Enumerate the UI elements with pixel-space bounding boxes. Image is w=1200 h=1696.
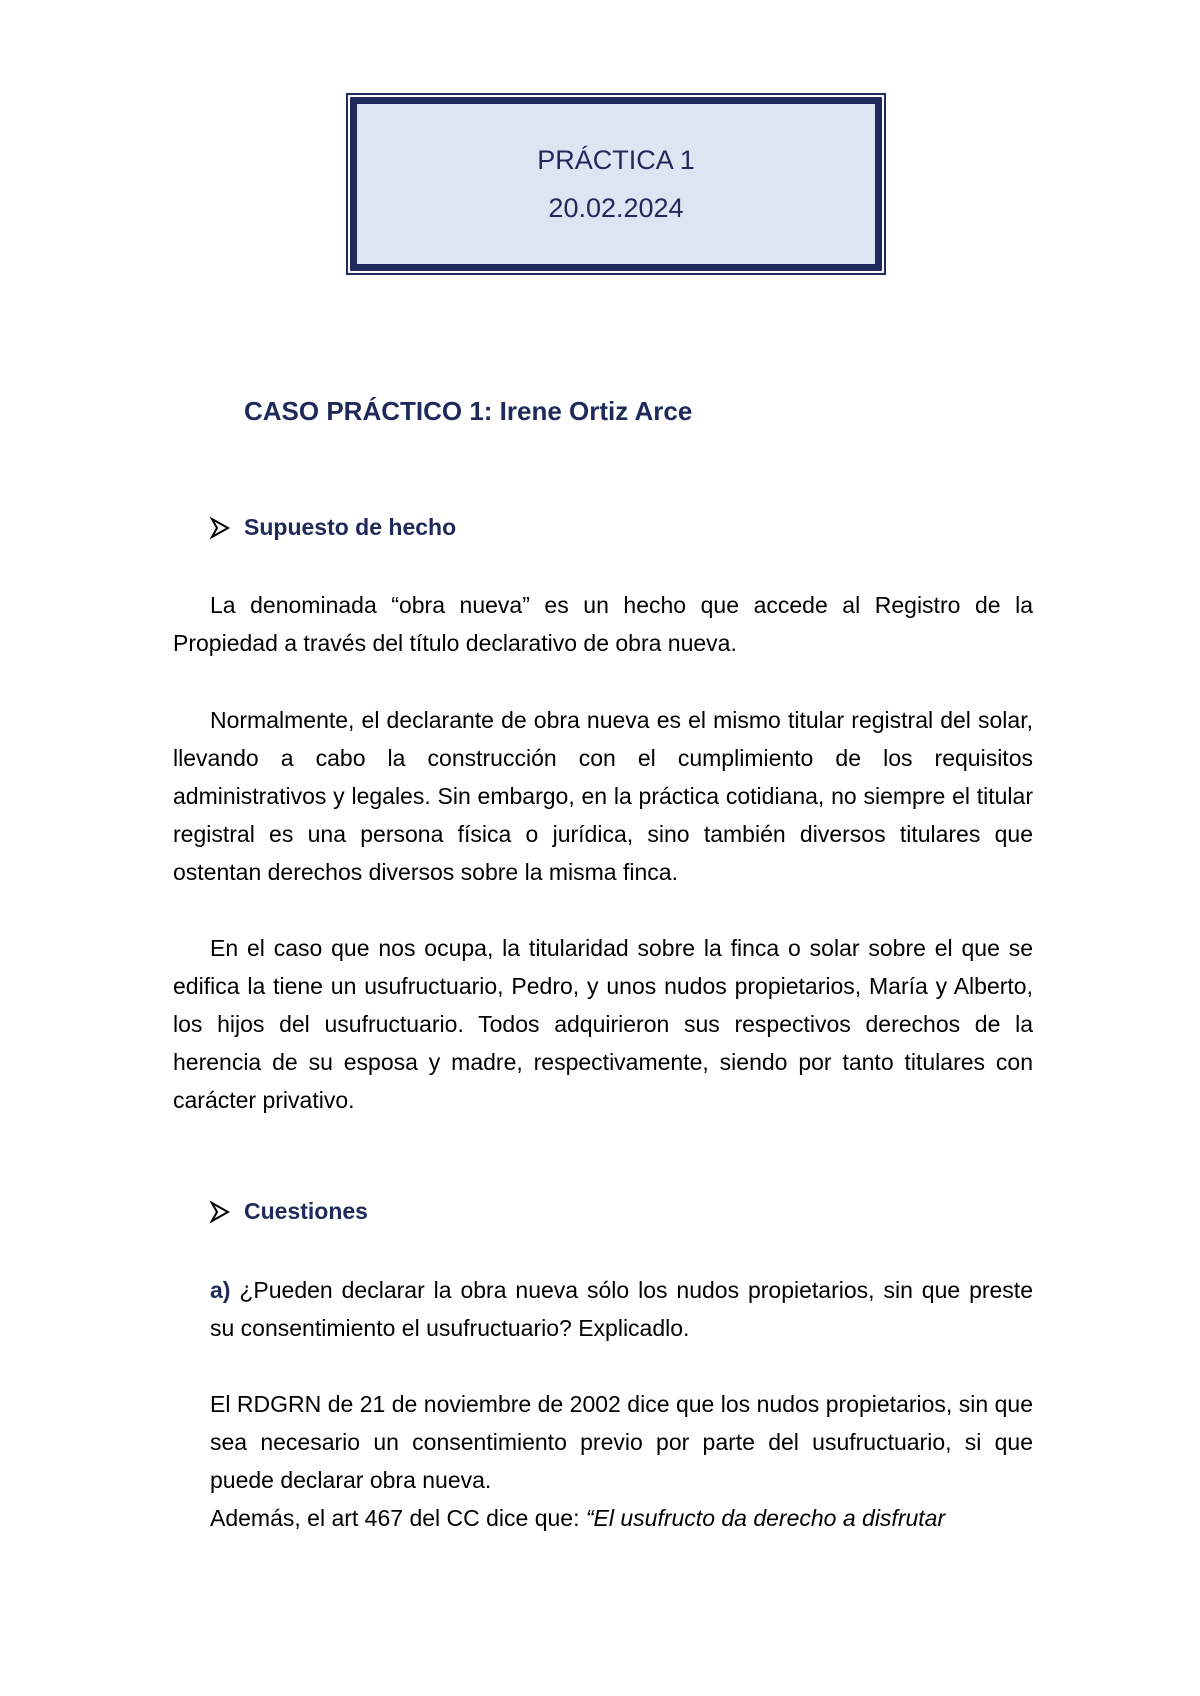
answer-paragraph-1: El RDGRN de 21 de noviembre de 2002 dice que los nudos propietarios, sin que sea necesario un consentimiento previo por parte del usufructuario, si que puede declarar obra nueva. (210, 1391, 1033, 1493)
arrow-bullet-icon (210, 517, 230, 539)
answer-paragraph-2-quote: “El usufructo da derecho a disfrutar (585, 1505, 946, 1531)
facts-heading (210, 514, 456, 541)
case-title: CASO PRÁCTICO 1: Irene Ortiz Arce (244, 396, 693, 426)
questions-heading (210, 1198, 368, 1225)
title-box-line2: 20.02.2024 (548, 193, 684, 223)
question-a (210, 1271, 1033, 1347)
facts-paragraph-3: En el caso que nos ocupa, la titularidad sobre la finca o solar sobre el que se edifica la tiene un usufructuario, Pedro, y unos nudos propietarios, María y Alberto, los hijos del usufructuario. Todos adquirieron sus respectivos derechos de la herencia de su esposa y madre, respectivamente, siendo por tanto titulares con carácter privativo. (173, 935, 1033, 1113)
facts-paragraph-1: La denominada “obra nueva” es un hecho que accede al Registro de la Propiedad a través del título declarativo de obra nueva. (173, 592, 1033, 656)
answer-paragraph-2-start: Además, el art 467 del CC dice que: (210, 1505, 586, 1531)
facts-paragraph-2: Normalmente, el declarante de obra nueva es el mismo titular registral del solar, llevando a cabo la construcción con el cumplimiento de los requisitos administrativos y legales. Sin embargo, en la práctica cotidiana, no siempre el titular registral es una persona física o jurídica, sino también diversos titulares que ostentan derechos diversos sobre la misma finca. (173, 707, 1033, 885)
arrow-bullet-icon (210, 1201, 230, 1223)
title-box (350, 97, 882, 271)
question-a-text: ¿Pueden declarar la obra nueva sólo los nudos propietarios, sin que preste su consentimiento el usufructuario? Explicadlo. (210, 1277, 1033, 1341)
facts-heading-label: Supuesto de hecho (244, 514, 457, 540)
answer-paragraph-2 (210, 1499, 1033, 1537)
title-box-line1: PRÁCTICA 1 (537, 145, 695, 175)
question-a-label: a) (210, 1277, 231, 1303)
questions-heading-label: Cuestiones (244, 1198, 368, 1224)
